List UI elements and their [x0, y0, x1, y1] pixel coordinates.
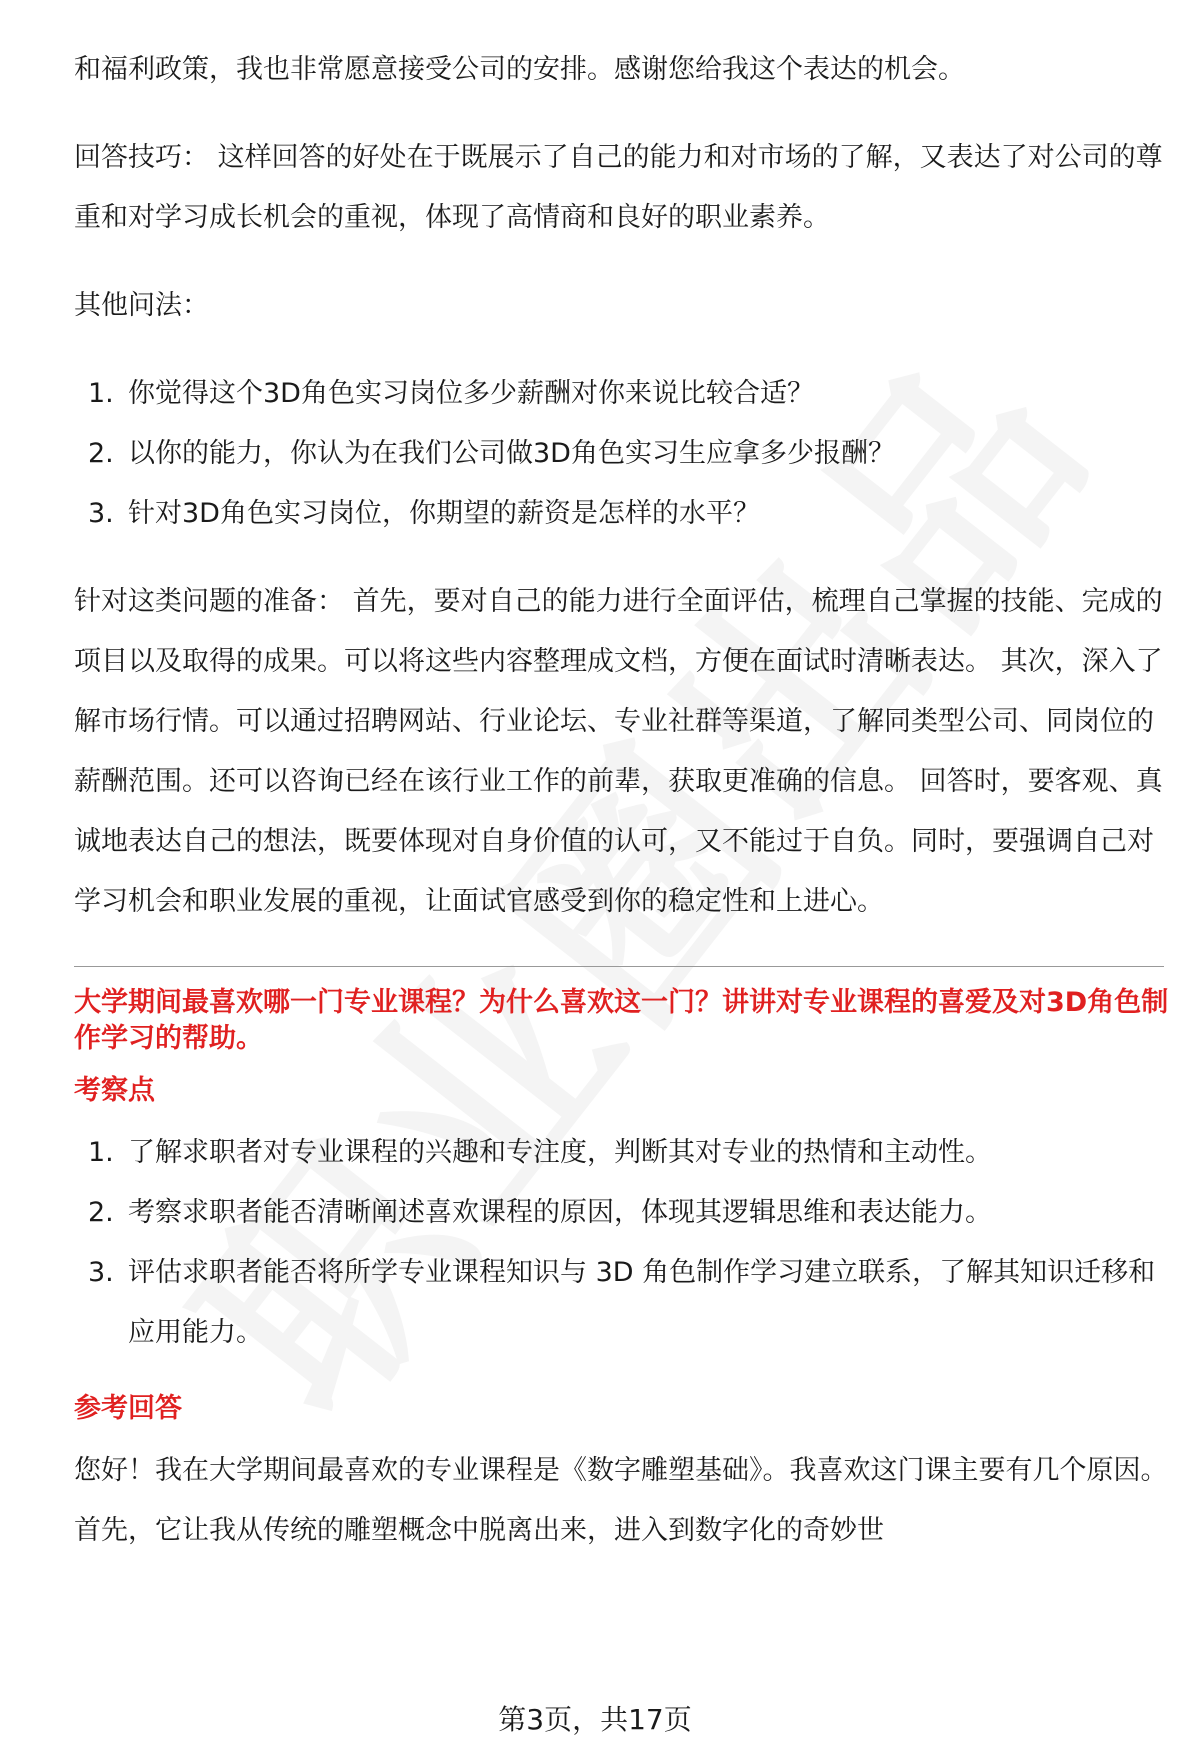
- question-title: 大学期间最喜欢哪一门专业课程？为什么喜欢这一门？讲讲对专业课程的喜爱及对3D角色制作学习的帮助。: [74, 987, 1169, 1054]
- list-item-number: 3.: [88, 1257, 114, 1288]
- list-item-text: 评估求职者能否将所学专业课程知识与 3D 角色制作学习建立联系，了解其知识迁移和应用能力。: [128, 1257, 1156, 1348]
- intro-paragraph-tail: 和福利政策，我也非常愿意接受公司的安排。感谢您给我这个表达的机会。: [74, 54, 965, 85]
- list-item: [74, 484, 1172, 544]
- document-content: [74, 40, 1172, 1561]
- list-item-number: 2.: [88, 438, 114, 469]
- list-item: [74, 1243, 1172, 1363]
- other-questions-list: [74, 364, 1172, 544]
- list-item: [74, 364, 1172, 424]
- other-questions-label: 其他问法：: [74, 290, 209, 321]
- list-item: [74, 1183, 1172, 1243]
- list-item-number: 1.: [88, 378, 114, 409]
- exam-points-heading: 考察点: [74, 1075, 155, 1106]
- list-item-text: 以你的能力，你认为在我们公司做3D角色实习生应拿多少报酬？: [128, 438, 895, 469]
- list-item-text: 考察求职者能否清晰阐述喜欢课程的原因，体现其逻辑思维和表达能力。: [128, 1197, 992, 1228]
- list-item-text: 针对3D角色实习岗位，你期望的薪资是怎样的水平？: [128, 498, 760, 529]
- preparation-paragraph: 针对这类问题的准备： 首先，要对自己的能力进行全面评估，梳理自己掌握的技能、完成的项目以及取得的成果。可以将这些内容整理成文档，方便在面试时清晰表达。 其次，深入了解市场行情。可以通过招聘网站、行业论坛、专业社群等渠道，了解同类型公司、同岗位的薪酬范围。还可以咨询已经在该行业工作的前辈，获取更准确的信息。 回答时，要客观、真诚地表达自己的想法，既要体现对自身价值的认可，又不能过于自负。同时，要强调自己对学习机会和职业发展的重视，让面试官感受到你的稳定性和上进心。: [74, 586, 1163, 917]
- list-item-text: 你觉得这个3D角色实习岗位多少薪酬对你来说比较合适？: [128, 378, 814, 409]
- page-number-footer: 第3页，共17页: [498, 1703, 692, 1736]
- list-item-number: 1.: [88, 1137, 114, 1168]
- list-item-text: 了解求职者对专业课程的兴趣和专注度，判断其对专业的热情和主动性。: [128, 1137, 992, 1168]
- section-divider: [74, 966, 1164, 967]
- reference-answer-heading: 参考回答: [74, 1393, 182, 1424]
- reference-answer-paragraph: 您好！我在大学期间最喜欢的专业课程是《数字雕塑基础》。我喜欢这门课主要有几个原因。首先，它让我从传统的雕塑概念中脱离出来，进入到数字化的奇妙世: [74, 1455, 1168, 1546]
- list-item-number: 3.: [88, 498, 114, 529]
- exam-points-list: [74, 1123, 1172, 1363]
- list-item: [74, 1123, 1172, 1183]
- list-item: [74, 424, 1172, 484]
- answer-tips-paragraph: 回答技巧： 这样回答的好处在于既展示了自己的能力和对市场的了解，又表达了对公司的尊重和对学习成长机会的重视，体现了高情商和良好的职业素养。: [74, 142, 1163, 233]
- list-item-number: 2.: [88, 1197, 114, 1228]
